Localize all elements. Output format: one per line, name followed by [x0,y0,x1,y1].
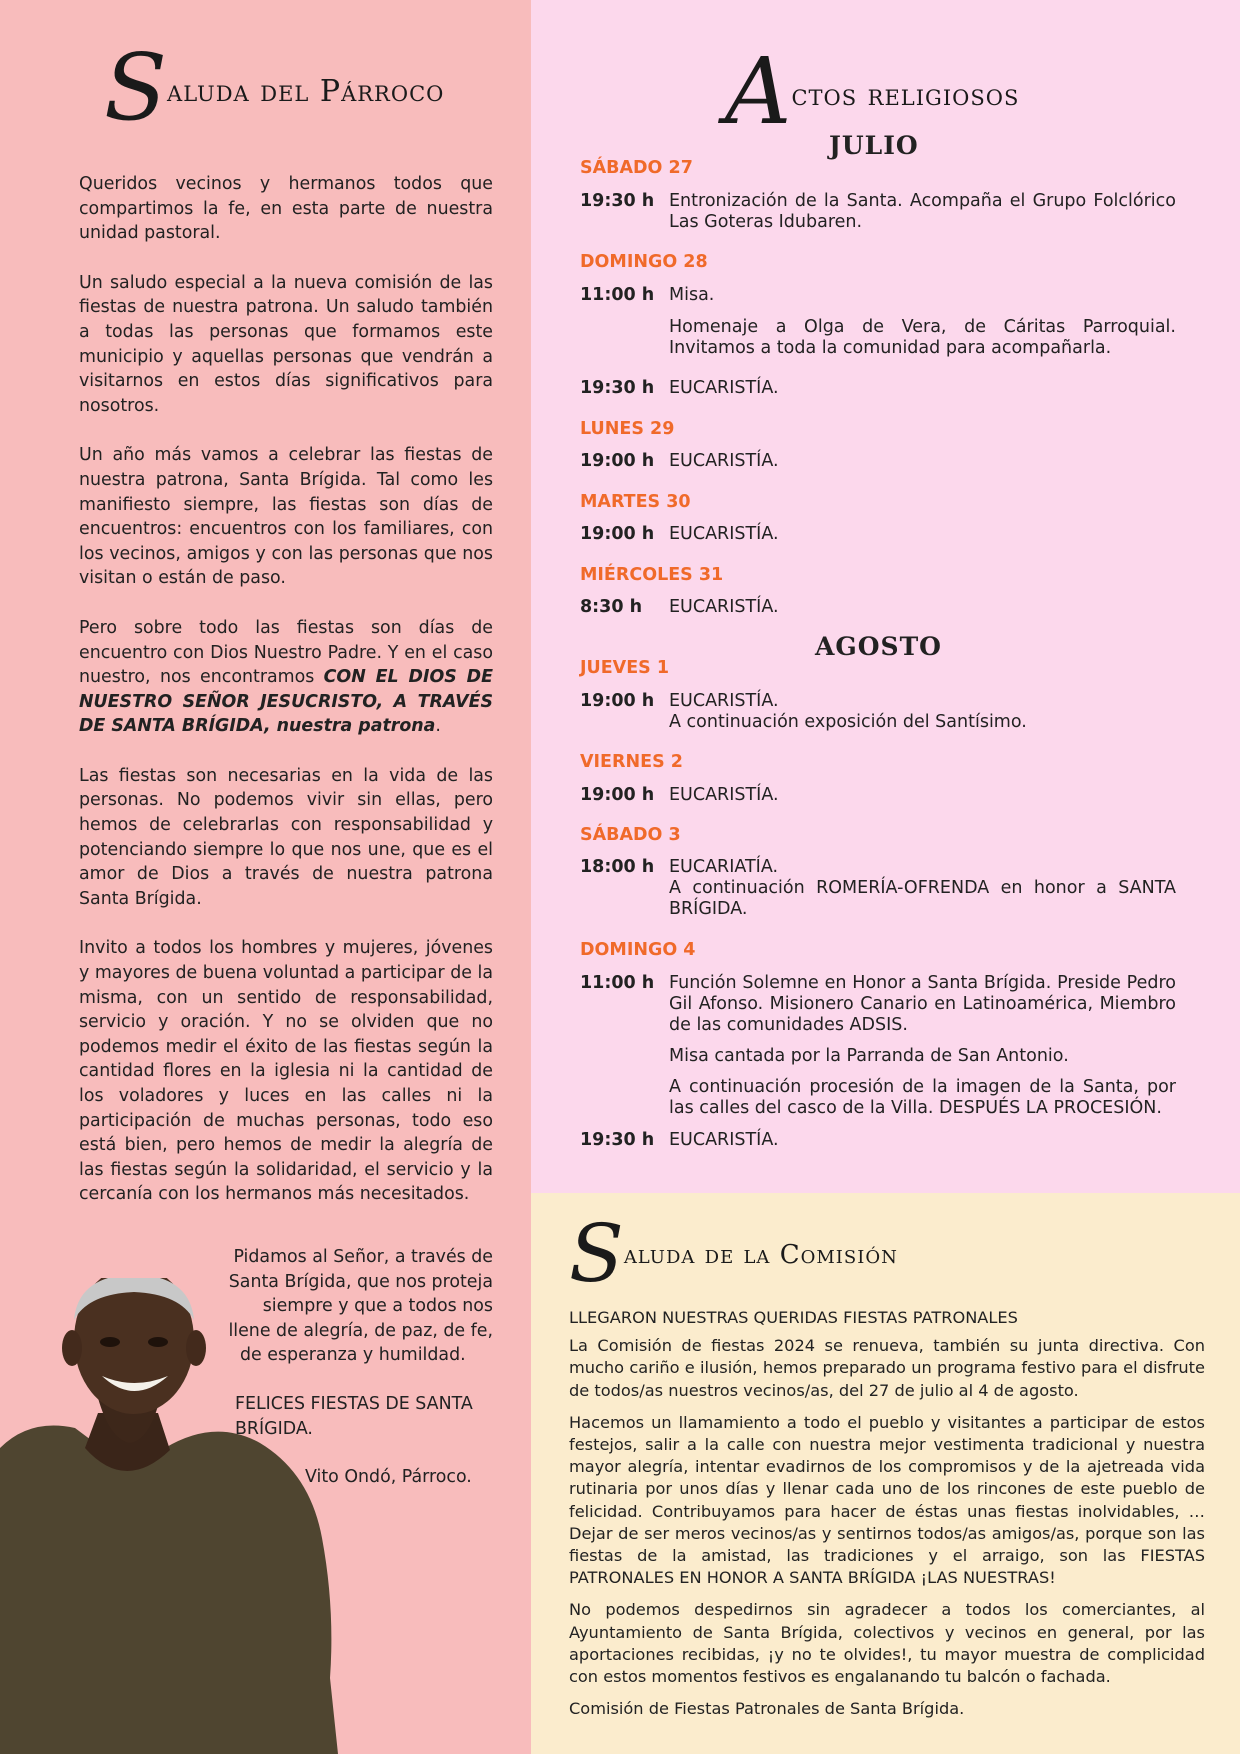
event-time: 19:00 h [580,785,655,805]
parroco-title-initial: S [104,34,168,141]
event-time: 19:00 h [580,691,655,711]
day-heading: JUEVES 1 [580,658,670,678]
event-description: EUCARISTÍA. [669,785,779,805]
day-heading: LUNES 29 [580,419,675,439]
month-julio: JULIO [829,131,919,160]
felices-fiestas-line: FELICES FIESTAS DE SANTA [235,1393,473,1414]
event-description: EUCARISTÍA. [669,597,779,617]
event-description: EUCARISTÍA. [669,451,779,471]
day-heading: SÁBADO 27 [580,158,693,178]
event-description: EUCARISTÍA. [669,524,779,544]
parroco-paragraph: Queridos vecinos y hermanos todos que compartimos la fe, en esta parte de nuestra unidad pastoral. [79,174,493,244]
event-description: A continuación procesión de la imagen de la Santa, por las calles del casco de la Villa. DESPUÉS LA PROCESIÓN. [669,1077,1176,1118]
day-heading: VIERNES 2 [580,752,683,772]
event-description: Misa. [669,285,715,305]
parroco-p4-text: Pero sobre todo las fiestas son días de encuentro con Dios Nuestro Padre. Y en el caso nuestro, nos encontramos [79,617,493,688]
day-heading: MARTES 30 [580,492,691,512]
event-description: Función Solemne en Honor a Santa Brígida. Preside Pedro Gil Afonso. Misionero Canario en Latinoamérica, Miembro de las comunidades ADSIS. [669,973,1176,1035]
comision-signature: Comisión de Fiestas Patronales de Santa Brígida. [569,1699,965,1719]
event-time: 18:00 h [580,857,655,877]
event-time: 19:00 h [580,451,655,471]
comision-paragraph: Hacemos un llamamiento a todo el pueblo y visitantes a participar de estos festejos, salir a la calle con nuestra mejor vestimenta tradicional y nuestra mayor alegría, intentar evadirnos de los compromisos y de la ajetreada vida rutinaria por unos días y llenar cada uno de los rincones de este pueblo de felicidad. Contribuyamos para hacer de éstas unas fiestas inolvidables, …Dejar de ser meros vecinos/as y sentirnos todos/as amigos/as, porque son las fiestas de la amistad, las tradiciones y el arraigo, son las FIESTAS PATRONALES EN HONOR A SANTA BRÍGIDA ¡LAS NUESTRAS! [569,1412,1205,1588]
parroco-p4-end: . [435,716,441,737]
closing-line: siempre y que a todos nos [262,1296,493,1317]
schedule-event [580,857,1176,930]
actos-title-rest: ctos religiosos [791,78,1020,113]
actos-title-initial: A [725,38,792,145]
schedule-event [580,191,1176,243]
parroco-paragraph: Las fiestas son necesarias en la vida de las personas. No podemos vivir sin ellas, pero hemos de celebrarlas con responsabilidad y potenciando siempre lo que nos une, que es el amor de Dios a través de nuestra patrona Santa Brígida. [79,765,493,909]
event-description: EUCARISTÍA. [669,1130,779,1150]
event-time: 11:00 h [580,973,655,993]
priest-photo [0,1278,350,1754]
schedule-event [580,785,1176,816]
month-agosto: AGOSTO [815,632,942,661]
comision-letter [569,1307,1205,1730]
event-description: EUCARIATÍA. A continuación ROMERÍA-OFRENDA en honor a SANTA BRÍGIDA. [669,857,1176,919]
closing-line: de esperanza y humildad. [240,1345,466,1366]
comision-title-rest: aluda de la Comisión [623,1240,898,1270]
event-description: Homenaje a Olga de Vera, de Cáritas Parroquial. Invitamos a toda la comunidad para acompañarla. [669,317,1176,358]
day-heading: SÁBADO 3 [580,825,681,845]
schedule-event [580,451,1176,482]
parroco-paragraph: Invito a todos los hombres y mujeres, jóvenes y mayores de buena voluntad a participar de la misma, con un sentido de responsabilidad, servicio y oración. Y no se olviden que no podemos medir el éxito de las fiestas según la cantidad flores en la iglesia ni la cantidad de los voladores y luces en las calles ni la participación de muchas personas, todo eso está bien, pero hemos de medir la alegría de las fiestas según la solidaridad, el servicio y la cercanía con los hermanos más necesitados. [79,938,493,1205]
comision-title [569,1207,898,1300]
comision-title-initial: S [569,1207,624,1300]
parroco-paragraph [79,616,493,739]
parroco-signature: Vito Ondó, Párroco. [305,1467,472,1488]
event-description: Entronización de la Santa. Acompaña el Grupo Folclórico Las Goteras Idubaren. [669,191,1176,232]
closing-line: Santa Brígida, que nos proteja [228,1271,493,1292]
event-time: 19:00 h [580,524,655,544]
event-time: 11:00 h [580,285,655,305]
schedule-event [580,1130,1176,1161]
comision-paragraph: La Comisión de fiestas 2024 se renueva, también su junta directiva. Con mucho cariño e ilusión, hemos preparado un programa festivo para el disfrute de todos/as nuestros vecinos/as, del 27 de julio al 4 de agosto. [569,1336,1205,1400]
event-time: 19:30 h [580,378,655,398]
closing-line: Pidamos al Señor, a través de [233,1247,493,1267]
day-heading: DOMINGO 28 [580,252,708,272]
comision-heading: LLEGARON NUESTRAS QUERIDAS FIESTAS PATRONALES [569,1308,1018,1327]
event-time: 19:30 h [580,1130,655,1150]
schedule-event [580,378,1176,409]
day-heading: DOMINGO 4 [580,940,696,960]
event-description: EUCARISTÍA. A continuación exposición del Santísimo. [669,691,1027,732]
parroco-paragraph: Un año más vamos a celebrar las fiestas de nuestra patrona, Santa Brígida. Tal como les manifiesto siempre, las fiestas son días de encuentros: encuentros con los familiares, con los vecinos, amigos y con las personas que nos visitan o están de paso. [79,445,493,589]
parroco-title-rest: aluda del Párroco [167,74,445,109]
parroco-title [104,34,445,141]
schedule-event [580,691,1176,743]
event-time: 8:30 h [580,597,643,617]
event-description: Misa cantada por la Parranda de San Antonio. [669,1046,1069,1066]
parroco-paragraph: Un saludo especial a la nueva comisión de las fiestas de nuestra patrona. Un saludo también a todas las personas que formamos este municipio y aquellas personas que vendrán a visitarnos en estos días significativos para nosotros. [79,272,493,416]
schedule-event [580,524,1176,555]
actos-title [725,38,1020,145]
comision-paragraph: No podemos despedirnos sin agradecer a todos los comerciantes, al Ayuntamiento de Santa Brígida, colectivos y vecinos en general, por las aportaciones recibidas, ¡y no te olvides!, tu mayor muestra de complicidad con estos momentos festivos es engalanando tu balcón o fachada. [569,1600,1205,1687]
schedule-event [580,285,1176,369]
event-time: 19:30 h [580,191,655,211]
felices-fiestas-line: BRÍGIDA. [235,1418,313,1439]
schedule-event [580,597,1176,628]
day-heading: MIÉRCOLES 31 [580,565,724,585]
parroco-letter [79,172,493,1232]
schedule-event [580,973,1176,1129]
event-description: EUCARISTÍA. [669,378,779,398]
closing-line: llene de alegría, de paz, de fe, [228,1320,493,1341]
parroco-p4-emphasis: CON EL DIOS DE NUESTRO SEÑOR JESUCRISTO, A TRAVÉS DE SANTA BRÍGIDA, nuestra patrona [79,667,493,737]
